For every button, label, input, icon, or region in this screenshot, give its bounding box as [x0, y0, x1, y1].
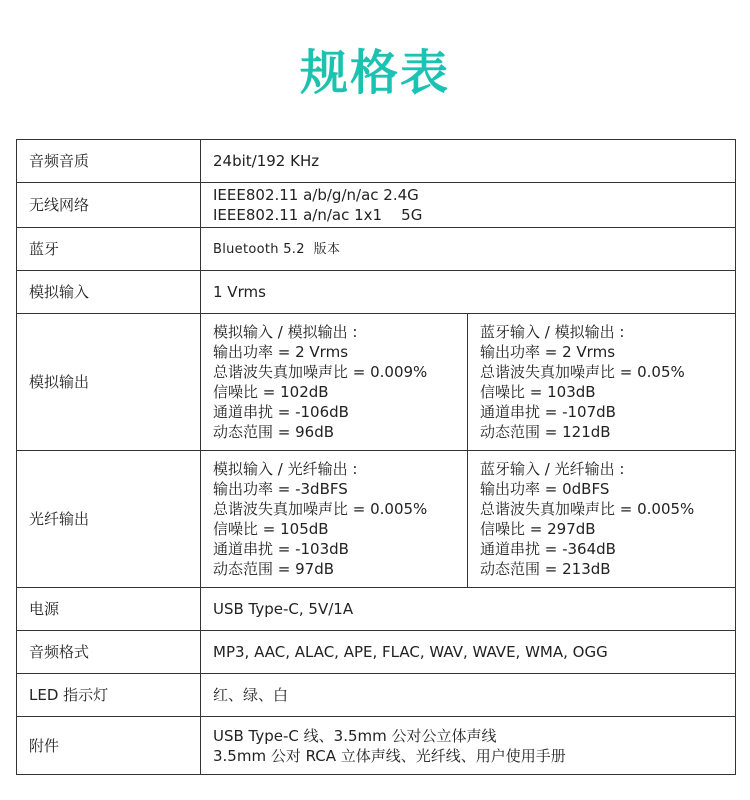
value-line: 通道串扰 = -364dB [480, 540, 616, 558]
value-line: 蓝牙输入 / 模拟输出 : [480, 323, 625, 341]
value-line: IEEE802.11 a/b/g/n/ac 2.4G [213, 186, 419, 204]
value-line: 信噪比 = 105dB [213, 520, 329, 538]
row-value [201, 717, 736, 775]
row-label: LED 指示灯 [17, 674, 201, 717]
value-line: 总谐波失真加噪声比 = 0.005% [480, 500, 695, 518]
row-label: 模拟输入 [17, 271, 201, 314]
row-label: 音频格式 [17, 631, 201, 674]
analog-output-from-analog [201, 314, 468, 451]
value-line: 输出功率 = 0dBFS [480, 480, 610, 498]
table-row-audio-quality [17, 140, 736, 183]
value-line: 总谐波失真加噪声比 = 0.005% [213, 500, 428, 518]
row-value [201, 228, 736, 271]
value-line: 模拟输入 / 光纤输出 : [213, 460, 358, 478]
row-value: 1 Vrms [201, 271, 736, 314]
page-title: 规格表 [0, 38, 750, 108]
row-value: USB Type-C, 5V/1A [201, 588, 736, 631]
row-label: 无线网络 [17, 183, 201, 228]
value-line: 输出功率 = 2 Vrms [213, 343, 349, 361]
table-row-audio-formats [17, 631, 736, 674]
value-line: 动态范围 = 96dB [213, 423, 335, 441]
row-value: MP3, AAC, ALAC, APE, FLAC, WAV, WAVE, WMA, OGG [201, 631, 736, 674]
row-value: 24bit/192 KHz [201, 140, 736, 183]
table-row-power [17, 588, 736, 631]
value-line: 3.5mm 公对 RCA 立体声线、光纤线、用户使用手册 [213, 746, 566, 765]
value-line: 通道串扰 = -106dB [213, 403, 349, 421]
bluetooth-version: Bluetooth 5.2 版本 [213, 242, 341, 257]
row-label: 模拟输出 [17, 314, 201, 451]
table-row-analog-input [17, 271, 736, 314]
value-line: 输出功率 = -3dBFS [213, 480, 348, 498]
value-line: 信噪比 = 297dB [480, 520, 596, 538]
value-line: 总谐波失真加噪声比 = 0.05% [480, 363, 685, 381]
row-value: 红、绿、白 [201, 674, 736, 717]
value-line: 动态范围 = 121dB [480, 423, 611, 441]
row-label: 电源 [17, 588, 201, 631]
value-line: IEEE802.11 a/n/ac 1x1 5G [213, 206, 423, 224]
table-row-wireless [17, 183, 736, 228]
row-label: 音频音质 [17, 140, 201, 183]
optical-output-from-bluetooth [468, 451, 736, 588]
value-line: 信噪比 = 103dB [480, 383, 596, 401]
row-value [201, 183, 736, 228]
table-row-optical-output [17, 451, 736, 588]
value-line: 模拟输入 / 模拟输出 : [213, 323, 358, 341]
value-line: 总谐波失真加噪声比 = 0.009% [213, 363, 428, 381]
value-line: 通道串扰 = -107dB [480, 403, 616, 421]
value-line: 蓝牙输入 / 光纤输出 : [480, 460, 625, 478]
row-label: 附件 [17, 717, 201, 775]
value-line: 输出功率 = 2 Vrms [480, 343, 616, 361]
value-line: 信噪比 = 102dB [213, 383, 329, 401]
value-line: 动态范围 = 213dB [480, 560, 611, 578]
spec-table [16, 139, 736, 775]
value-line: 动态范围 = 97dB [213, 560, 335, 578]
table-row-led [17, 674, 736, 717]
value-line: USB Type-C 线、3.5mm 公对公立体声线 [213, 726, 497, 745]
row-label: 光纤输出 [17, 451, 201, 588]
analog-output-from-bluetooth [468, 314, 736, 451]
optical-output-from-analog [201, 451, 468, 588]
row-label: 蓝牙 [17, 228, 201, 271]
table-row-bluetooth [17, 228, 736, 271]
table-row-accessories [17, 717, 736, 775]
value-line: 通道串扰 = -103dB [213, 540, 349, 558]
table-row-analog-output [17, 314, 736, 451]
